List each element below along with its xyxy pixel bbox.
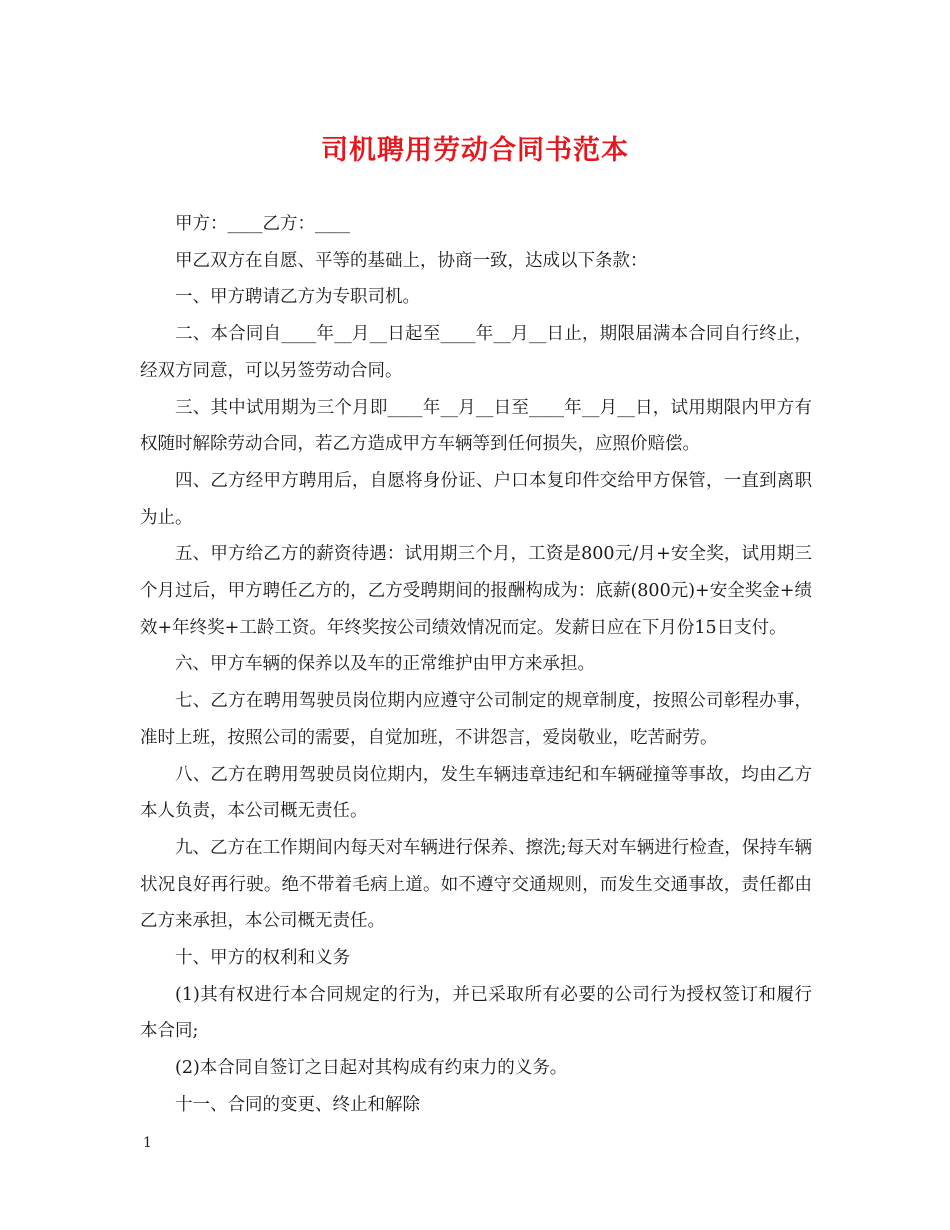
paragraph-clause-3: 三、其中试用期为三个月即____年__月__日至____年__月__日，试用期限内甲方有权随时解除劳动合同，若乙方造成甲方车辆等到任何损失，应照价赔偿。 (140, 397, 812, 455)
paragraph-clause-8: 八、乙方在聘用驾驶员岗位期内，发生车辆违章违纪和车辆碰撞等事故，均由乙方本人负责，本公司概无责任。 (140, 764, 812, 822)
paragraph-clause-10-item-2: (2)本合同自签订之日起对其构成有约束力的义务。 (175, 1058, 568, 1079)
page-number: 1 (143, 1135, 152, 1151)
paragraph-clause-5: 五、甲方给乙方的薪资待遇：试用期三个月，工资是800元/月+安全奖，试用期三个月过后，甲方聘任乙方的，乙方受聘期间的报酬构成为：底薪(800元)+安全奖金+绩效+年终奖+工龄工资。年终奖按公司绩效情况而定。发薪日应在下月份15日支付。 (140, 544, 812, 638)
paragraph-clause-10-item-1: (1)其有权进行本合同规定的行为，并已采取所有必要的公司行为授权签订和履行本合同; (140, 984, 812, 1042)
document-body (140, 206, 812, 1124)
paragraph-parties: 甲方：____乙方：____ (175, 214, 350, 234)
paragraph-clause-1: 一、甲方聘请乙方为专职司机。 (175, 287, 420, 308)
paragraph-clause-10: 十、甲方的权利和义务 (175, 948, 350, 969)
paragraph-clause-11: 十一、合同的变更、终止和解除 (175, 1094, 420, 1115)
paragraph-clause-9: 九、乙方在工作期间内每天对车辆进行保养、擦洗;每天对车辆进行检查，保持车辆状况良好再行驶。绝不带着毛病上道。如不遵守交通规则，而发生交通事故，责任都由乙方来承担，本公司概无责任。 (140, 837, 812, 932)
paragraph-clause-6: 六、甲方车辆的保养以及车的正常维护由甲方来承担。 (175, 654, 595, 675)
paragraph-clause-2: 二、本合同自____年__月__日起至____年__月__日止，期限届满本合同自行终止，经双方同意，可以另签劳动合同。 (140, 324, 812, 381)
paragraph-clause-4: 四、乙方经甲方聘用后，自愿将身份证、户口本复印件交给甲方保管，一直到离职为止。 (140, 470, 812, 528)
paragraph-clause-7: 七、乙方在聘用驾驶员岗位期内应遵守公司制定的规章制度，按照公司彰程办事，准时上班，按照公司的需要，自觉加班，不讲怨言，爱岗敬业，吃苦耐劳。 (140, 691, 812, 748)
document-title: 司机聘用劳动合同书范本 (321, 135, 629, 166)
paragraph-preamble: 甲乙双方在自愿、平等的基础上，协商一致，达成以下条款： (175, 250, 648, 271)
